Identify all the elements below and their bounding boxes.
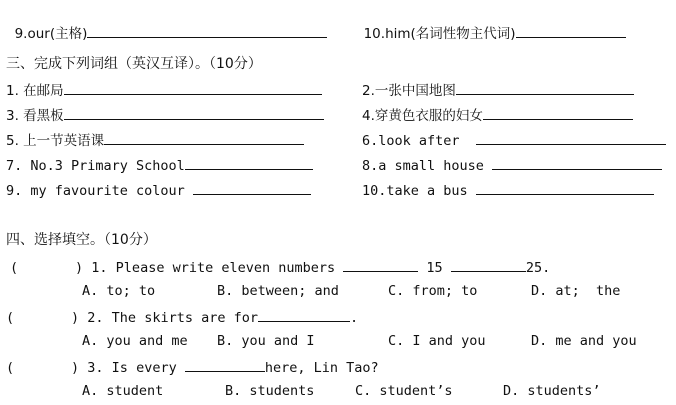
answer-blank[interactable] (64, 80, 322, 95)
q3-option-b[interactable]: B. students (225, 383, 315, 399)
answer-blank[interactable] (185, 155, 313, 170)
phrase-item-10: 10.take a bus (362, 180, 654, 200)
answer-blank[interactable] (64, 105, 324, 120)
phrase-item-1: 1. 在邮局 (6, 80, 322, 100)
q1-option-d[interactable]: D. at; the (531, 283, 621, 299)
q3-option-a[interactable]: A. student (82, 383, 164, 399)
q1-option-a[interactable]: A. to; to (82, 283, 156, 299)
answer-blank[interactable] (193, 180, 311, 195)
q2-option-c[interactable]: C. I and you (388, 333, 486, 349)
phrase-item-8: 8.a small house (362, 155, 662, 175)
q2-option-a[interactable]: A. you and me (82, 333, 188, 349)
answer-blank[interactable] (476, 180, 654, 195)
phrase-item-2: 2.一张中国地图 (362, 80, 634, 100)
q1-option-c[interactable]: C. from; to (388, 283, 478, 299)
answer-blank[interactable] (343, 257, 418, 272)
answer-blank[interactable] (185, 357, 265, 372)
answer-blank[interactable] (104, 130, 304, 145)
phrase-item-3: 3. 看黑板 (6, 105, 324, 125)
phrase-item-5: 5. 上一节英语课 (6, 130, 304, 150)
q3-option-d[interactable]: D. students’ (503, 383, 601, 399)
phrase-item-7: 7. No.3 Primary School (6, 155, 313, 175)
answer-blank[interactable] (516, 23, 626, 38)
answer-blank[interactable] (87, 23, 327, 38)
q2-option-b[interactable]: B. you and I (217, 333, 315, 349)
answer-blank[interactable] (483, 105, 633, 120)
question-3: ( ) 3. Is every here, Lin Tao? (6, 357, 379, 377)
answer-paren[interactable]: ( ) (6, 310, 80, 326)
answer-blank[interactable] (258, 307, 350, 322)
item-10-him: 10.him(名词性物主代词) (355, 5, 626, 43)
q1-option-b[interactable]: B. between; and (217, 283, 339, 299)
phrase-item-9: 9. my favourite colour (6, 180, 311, 200)
section-3-title: 三、完成下列词组（英汉互译）。（10分） (6, 56, 262, 72)
item-9-our: 9.our(主格) (6, 5, 327, 43)
answer-blank[interactable] (476, 130, 666, 145)
answer-paren[interactable]: ( ) (10, 260, 84, 276)
question-2: ( ) 2. The skirts are for . (6, 307, 358, 327)
answer-blank[interactable] (451, 257, 526, 272)
answer-paren[interactable]: ( ) (6, 360, 80, 376)
q2-option-d[interactable]: D. me and you (531, 333, 637, 349)
answer-blank[interactable] (456, 80, 634, 95)
section-4-title: 四、选择填空。（10分） (6, 232, 157, 248)
q3-option-c[interactable]: C. student’s (355, 383, 453, 399)
answer-blank[interactable] (492, 155, 662, 170)
question-1: ( ) 1. Please write eleven numbers 15 25. (10, 257, 550, 277)
phrase-item-6: 6.look after (362, 130, 666, 150)
phrase-item-4: 4.穿黄色衣服的妇女 (362, 105, 633, 125)
